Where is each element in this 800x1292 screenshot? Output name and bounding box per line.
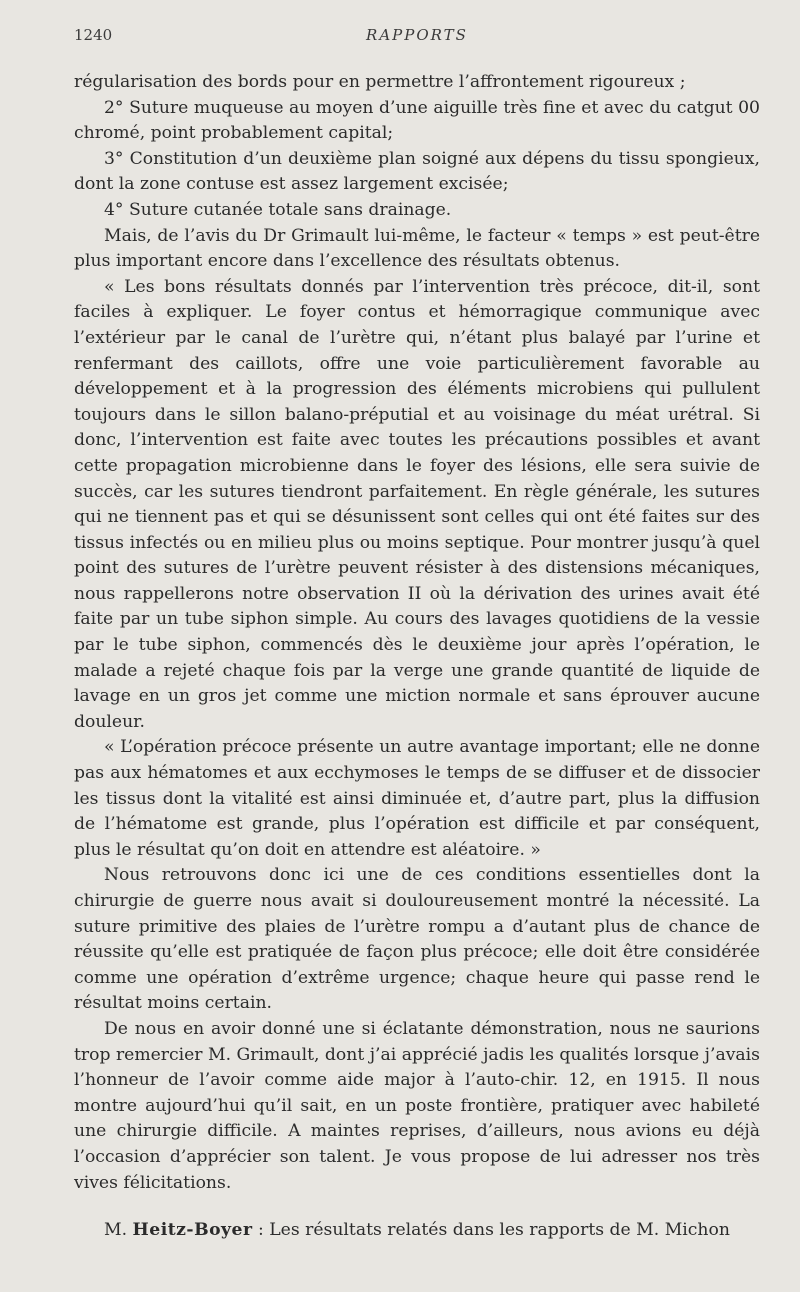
body-text	[74, 70, 760, 1244]
paragraph-point-4: 4° Suture cutanée totale sans drainage.	[104, 199, 452, 220]
paragraph-point-3: 3° Constitution d’un deuxième plan soigné aux dépens du tissu spongieux, dont la zone contuse est assez largement excisée;	[74, 148, 760, 195]
paragraph-continuation: régularisation des bords pour en permettre l’affrontement rigoureux ;	[74, 72, 686, 92]
page-number: 1240	[74, 26, 113, 44]
speaker-title: M.	[104, 1220, 128, 1241]
paragraph-heitz-boyer	[74, 1218, 760, 1244]
paragraph-point-2: 2° Suture muqueuse au moyen d’une aiguille très fine et avec du catgut 00 chromé, point probablement capital;	[74, 97, 760, 144]
running-title: RAPPORTS	[366, 26, 468, 44]
paragraph-thanks: De nous en avoir donné une si éclatante démonstration, nous ne saurions trop remercier M. Grimault, dont j’ai apprécié jadis les qualités lorsque j’avais l’honneur de l’avoir comme aide major à l’auto-chir. 12, en 1915. Il nous montre aujourd’hui qu’il sait, en un poste frontière, pratiquer avec habileté une chirurgie difficile. A maintes reprises, d’ailleurs, nous avions eu déjà l’occasion d’apprécier son talent. Je vous propose de lui adresser nos très vives félicitations.	[74, 1018, 760, 1193]
paragraph-quote-2: « L’opération précoce présente un autre avantage important; elle ne donne pas aux hématomes et aux ecchymoses le temps de se diffuser et de dissocier les tissus dont la vitalité est ainsi diminuée et, d’autre part, plus la diffusion de l’hématome est grande, plus l’opération est difficile et par conséquent, plus le résultat qu’on doit en attendre est aléatoire. »	[74, 737, 760, 860]
paragraph-temps: Mais, de l’avis du Dr Grimault lui-même, le facteur « temps » est peut-être plus important encore dans l’excellence des résultats obtenus.	[74, 225, 760, 272]
speaker-text: : Les résultats relatés dans les rapports de M. Michon	[258, 1220, 730, 1241]
paragraph-quote-1: « Les bons résultats donnés par l’intervention très précoce, dit-il, sont faciles à expliquer. Le foyer contus et hémorragique communique avec l’extérieur par le canal de l’urètre qui, n’étant plus balayé par l’urine et renfermant des caillots, offre une voie particulièrement favorable au développement et à la progression des éléments microbiens qui pullulent toujours dans le sillon balano-préputial et au voisinage du méat urétral. Si donc, l’intervention est faite avec toutes les précautions possibles et avant cette propagation microbienne dans le foyer des lésions, elle sera suivie de succès, car les sutures tiendront parfaitement. En règle générale, les sutures qui ne tiennent pas et qui se désunissent sont celles qui ont été faites sur des tissus infectés ou en milieu plus ou moins septique. Pour montrer jusqu’à quel point des sutures de l’urètre peuvent résister à des distensions mécaniques, nous rappellerons notre observation II où la dérivation des urines avait été faite par un tube siphon simple. Au cours des lavages quotidiens de la vessie par le tube siphon, commencés dès le deuxième jour après l’opération, le malade a rejeté chaque fois par la verge une grande quantité de liquide de lavage en un gros jet comme une miction normale et sans éprouver aucune douleur.	[74, 276, 760, 732]
paragraph-conditions: Nous retrouvons donc ici une de ces conditions essentielles dont la chirurgie de guerre nous avait si douloureusement montré la nécessité. La suture primitive des plaies de l’urètre rompu a d’autant plus de chance de réussite qu’elle est pratiquée de façon plus précoce; elle doit être considérée comme une opération d’extrême urgence; chaque heure qui passe rend le résultat moins certain.	[74, 865, 760, 1014]
speaker-name: Heitz-Boyer	[132, 1220, 253, 1241]
page-header	[74, 26, 760, 50]
